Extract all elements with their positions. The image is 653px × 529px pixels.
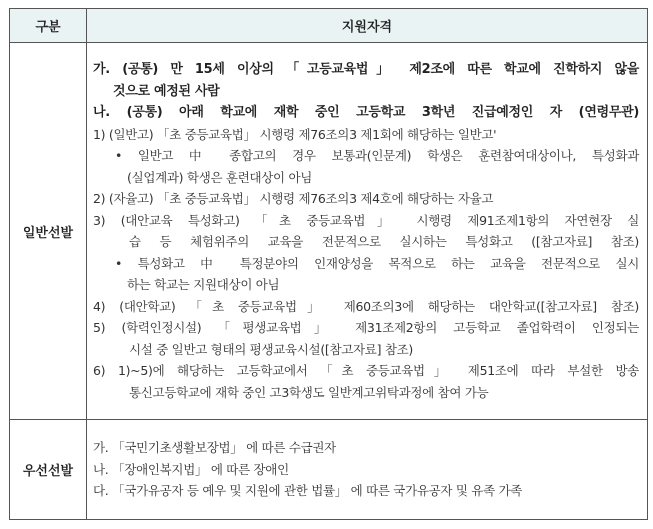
row-general xyxy=(10,43,648,420)
eligibility-table xyxy=(9,8,648,520)
qualification-line: 나. (공통) 아래 학교에 재학 중인 고등학교 3학년 진급예정인 자 (연령무관) xyxy=(93,105,639,120)
qualification-line: 2) (자율고) 「초 중등교육법」 시행령 제76조의3 제4호에 해당하는 자율고 xyxy=(93,191,494,206)
qualification-line: (실업계과) 학생은 훈련대상이 아님 xyxy=(127,169,313,185)
qualification-line: 가. (공통) 만 15세 이상의 「고등교육법」 제2조에 따른 학교에 진학하지 않을 xyxy=(93,62,639,77)
qualification-line: 통신고등학교에 재학 중인 고3학생도 일반계고위탁과정에 참여 가능 xyxy=(129,384,489,400)
priority-qualifications xyxy=(87,420,648,520)
header-category: 구분 xyxy=(10,9,87,43)
header-qualification: 지원자격 xyxy=(87,9,648,43)
priority-line: 다. 「국가유공자 등 예우 및 지원에 관한 법률」 에 따른 국가유공자 및 유족 가족 xyxy=(93,483,523,499)
qualification-line: 4) (대안학교) 「초 중등교육법」 제60조의3에 해당하는 대안학교([참고자료] 참조) xyxy=(93,298,639,314)
qualification-line: 3) (대안교육 특성화고) 「초 중등교육법」 시행령 제91조제1항의 자연현장 실 xyxy=(93,212,639,228)
qualification-line: 습 등 체험위주의 교육을 전문적으로 실시하는 특성화고 ([참고자료] 참조) xyxy=(129,234,639,249)
qualification-line: 6) 1)~5)에 해당하는 고등학교에서 「초 중등교육법」 제51조에 따라 부설한 방송 xyxy=(93,363,639,378)
row-priority xyxy=(10,420,648,520)
general-label: 일반선발 xyxy=(10,43,87,420)
qualification-line: • 특성화고 中 특정분야의 인재양성을 목적으로 하는 교육을 전문적으로 실시 xyxy=(115,255,639,271)
priority-label: 우선선발 xyxy=(10,420,87,520)
qualification-line: 시설 중 일반고 형태의 평생교육시설([참고자료] 참조) xyxy=(129,341,413,357)
priority-line: 나. 「장애인복지법」 에 따른 장애인 xyxy=(93,461,289,477)
header-row xyxy=(10,9,648,43)
qualification-line: 하는 학교는 지원대상이 아님 xyxy=(127,277,280,292)
general-qualifications xyxy=(87,43,648,420)
qualification-line: 것으로 예정된 사람 xyxy=(113,83,220,99)
qualification-line: 5) (학력인정시설) 「평생교육법」 제31조제2항의 고등학교 졸업학력이 인정되는 xyxy=(93,320,639,335)
qualification-line: 1) (일반고) 「초 중등교육법」 시행령 제76조의3 제1회에 해당하는 일반고' xyxy=(93,126,497,142)
qualification-line: • 일반고 中 종합고의 경우 보통과(인문계) 학생은 훈련참여대상이나, 특성화과 xyxy=(115,148,639,163)
priority-line: 가. 「국민기초생활보장법」 에 따른 수급권자 xyxy=(93,440,336,456)
